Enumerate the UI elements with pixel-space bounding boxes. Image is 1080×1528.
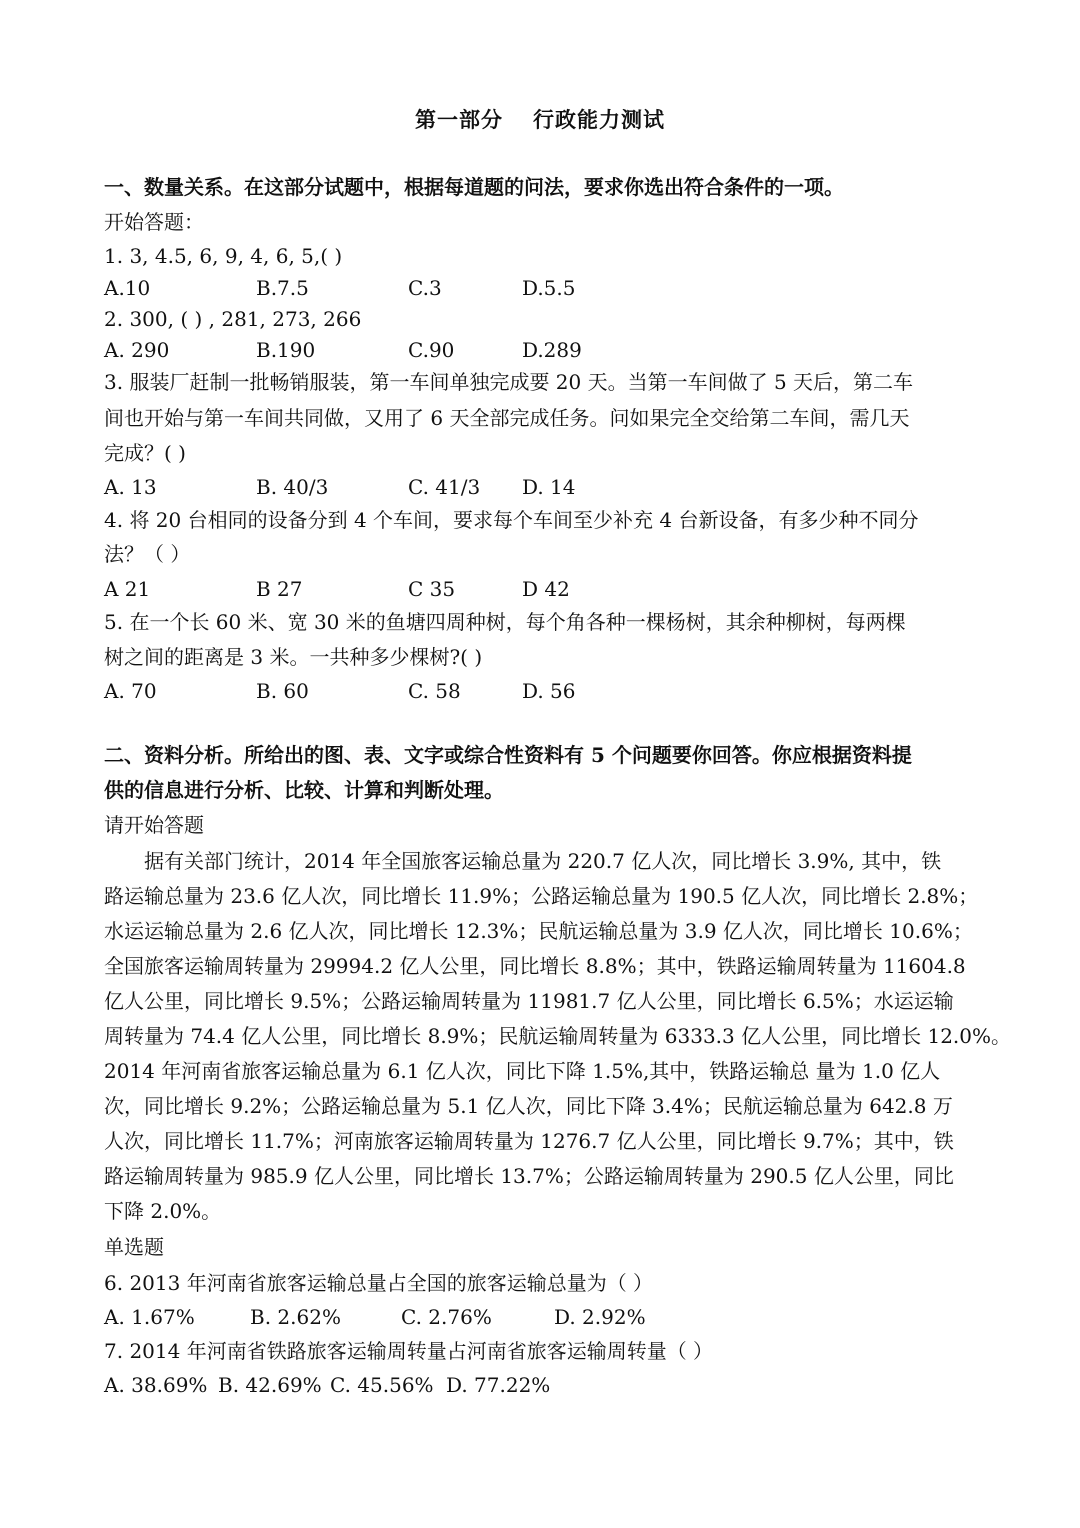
page-title — [0, 104, 1080, 134]
question-5-stem-line1: 5. 在一个长 60 米、宽 30 米的鱼塘四周种树，每个角各种一棵杨树，其余种柳树，每两棵 — [104, 610, 906, 634]
q7-option-b: B. 42.69% — [218, 1373, 322, 1397]
q4-option-b: B 27 — [256, 577, 303, 601]
question-4-stem-line2: 法？（ ） — [104, 542, 191, 566]
q6-option-a: A. 1.67% — [104, 1305, 195, 1329]
question-5-stem-line2: 树之间的距离是 3 米。一共种多少棵树?( ) — [104, 645, 483, 669]
q2-option-b: B.190 — [256, 338, 316, 362]
section2-heading-line1: 二、资料分析。所给出的图、表、文字或综合性资料有 5 个问题要你回答。你应根据资料提 — [104, 743, 912, 767]
question-3-stem-line3: 完成？( ) — [104, 441, 186, 465]
q5-option-d: D. 56 — [522, 679, 576, 703]
q6-option-c: C. 2.76% — [401, 1305, 492, 1329]
title-part: 第一部分 — [415, 107, 503, 132]
passage-line-8: 次，同比增长 9.2%；公路运输总量为 5.1 亿人次，同比下降 3.4%；民航运输总量为 642.8 万 — [104, 1094, 953, 1118]
q3-option-c: C. 41/3 — [408, 475, 481, 499]
q2-option-d: D.289 — [522, 338, 582, 362]
q3-option-d: D. 14 — [522, 475, 576, 499]
q3-option-a: A. 13 — [104, 475, 157, 499]
q7-option-c: C. 45.56% — [330, 1373, 434, 1397]
title-name: 行政能力测试 — [533, 107, 665, 132]
q4-option-d: D 42 — [522, 577, 570, 601]
q1-option-c: C.3 — [408, 276, 442, 300]
q1-option-a: A.10 — [104, 276, 151, 300]
section2-heading-line2: 供的信息进行分析、比较、计算和判断处理。 — [104, 778, 504, 802]
passage-line-9: 人次，同比增长 11.7%；河南旅客运输周转量为 1276.7 亿人公里，同比增长 9.7%；其中，铁 — [104, 1129, 954, 1153]
q2-option-a: A. 290 — [104, 338, 170, 362]
passage-line-1: 据有关部门统计，2014 年全国旅客运输总量为 220.7 亿人次，同比增长 3.9%, 其中，铁 — [144, 849, 942, 873]
question-6-stem: 6. 2013 年河南省旅客运输总量占全国的旅客运输总量为（ ） — [104, 1271, 654, 1295]
q1-option-b: B.7.5 — [256, 276, 309, 300]
single-choice-label: 单选题 — [104, 1235, 164, 1259]
passage-line-7: 2014 年河南省旅客运输总量为 6.1 亿人次，同比下降 1.5%,其中，铁路运输总 量为 1.0 亿人 — [104, 1059, 941, 1083]
passage-line-11: 下降 2.0%。 — [104, 1199, 222, 1223]
q1-option-d: D.5.5 — [522, 276, 576, 300]
section2-start: 请开始答题 — [104, 813, 204, 837]
question-1-stem: 1. 3, 4.5, 6, 9, 4, 6, 5,( ) — [104, 244, 343, 268]
q2-option-c: C.90 — [408, 338, 455, 362]
q7-option-d: D. 77.22% — [446, 1373, 551, 1397]
passage-line-10: 路运输周转量为 985.9 亿人公里，同比增长 13.7%；公路运输周转量为 290.5 亿人公里，同比 — [104, 1164, 954, 1188]
passage-line-6: 周转量为 74.4 亿人公里，同比增长 8.9%；民航运输周转量为 6333.3 亿人公里，同比增长 12.0%。 — [104, 1024, 1012, 1048]
passage-line-3: 水运运输总量为 2.6 亿人次，同比增长 12.3%；民航运输总量为 3.9 亿人次，同比增长 10.6%； — [104, 919, 973, 943]
question-3-stem-line2: 间也开始与第一车间共同做，又用了 6 天全部完成任务。问如果完全交给第二车间，需几天 — [104, 406, 910, 430]
q3-option-b: B. 40/3 — [256, 475, 329, 499]
question-2-stem: 2. 300, ( ) , 281, 273, 266 — [104, 307, 362, 331]
q6-option-d: D. 2.92% — [554, 1305, 646, 1329]
passage-line-4: 全国旅客运输周转量为 29994.2 亿人公里，同比增长 8.8%；其中，铁路运输周转量为 11604.8 — [104, 954, 966, 978]
q4-option-c: C 35 — [408, 577, 456, 601]
q5-option-b: B. 60 — [256, 679, 309, 703]
q6-option-b: B. 2.62% — [250, 1305, 341, 1329]
section1-heading: 一、数量关系。在这部分试题中，根据每道题的问法，要求你选出符合条件的一项。 — [104, 175, 844, 199]
q7-option-a: A. 38.69% — [104, 1373, 208, 1397]
q4-option-a: A 21 — [104, 577, 151, 601]
q5-option-a: A. 70 — [104, 679, 157, 703]
question-7-stem: 7. 2014 年河南省铁路旅客运输周转量占河南省旅客运输周转量（ ） — [104, 1339, 714, 1363]
passage-line-5: 亿人公里，同比增长 9.5%；公路运输周转量为 11981.7 亿人公里，同比增长 6.5%；水运运输 — [104, 989, 954, 1013]
question-3-stem-line1: 3. 服装厂赶制一批畅销服装，第一车间单独完成要 20 天。当第一车间做了 5 天后，第二车 — [104, 370, 914, 394]
section1-start: 开始答题： — [104, 210, 204, 234]
q5-option-c: C. 58 — [408, 679, 461, 703]
passage-line-2: 路运输总量为 23.6 亿人次，同比增长 11.9%；公路运输总量为 190.5 亿人次，同比增长 2.8%； — [104, 884, 979, 908]
question-4-stem-line1: 4. 将 20 台相同的设备分到 4 个车间，要求每个车间至少补充 4 台新设备，有多少种不同分 — [104, 508, 919, 532]
